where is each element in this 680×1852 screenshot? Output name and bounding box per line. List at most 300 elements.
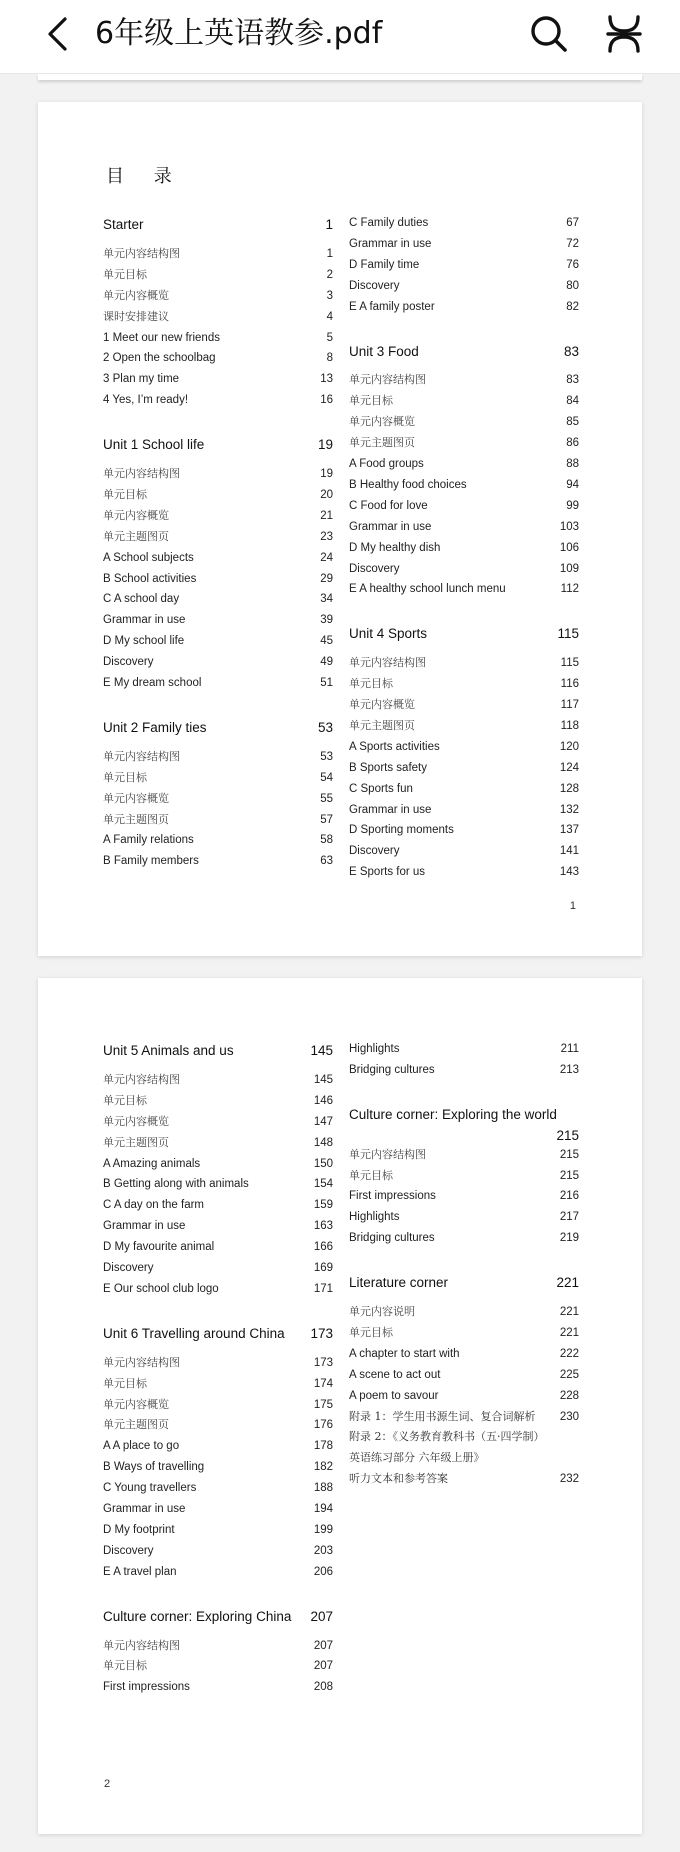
toc-entry-page: 221 bbox=[559, 1326, 579, 1339]
toc-entry[interactable] bbox=[103, 1354, 333, 1372]
toc-entry-page: 208 bbox=[313, 1681, 333, 1694]
toc-entry-title: 单元目标 bbox=[103, 487, 147, 501]
toc-entry-page: 132 bbox=[559, 803, 579, 816]
toc-entry[interactable] bbox=[349, 476, 579, 494]
toc-heading[interactable] bbox=[103, 434, 333, 456]
toc-entry[interactable] bbox=[103, 1092, 333, 1110]
toc-entry-page: 137 bbox=[559, 824, 579, 837]
toc-entry-page: 182 bbox=[313, 1461, 333, 1474]
toc-entry[interactable] bbox=[103, 1678, 333, 1696]
toc-entry-page: 4 bbox=[326, 310, 333, 323]
toc-heading[interactable] bbox=[103, 214, 333, 236]
toc-entry[interactable] bbox=[103, 632, 333, 650]
toc-entry-page: 2 bbox=[326, 268, 333, 281]
toc-entry-title: A chapter to start with bbox=[349, 1347, 460, 1360]
toc-entry-title: 单元主题图页 bbox=[349, 718, 415, 732]
toc-entry-title: C A day on the farm bbox=[103, 1199, 205, 1212]
toc-entry-page: 222 bbox=[559, 1347, 579, 1360]
toc-entry[interactable] bbox=[103, 1416, 333, 1434]
toc-entry[interactable] bbox=[349, 759, 579, 777]
toc-entry-page: 221 bbox=[556, 1275, 579, 1291]
toc-entry-page: 116 bbox=[560, 678, 579, 691]
toc-entry[interactable] bbox=[103, 1458, 333, 1476]
toc-entry[interactable] bbox=[103, 1175, 333, 1193]
toc-entry[interactable] bbox=[349, 1040, 579, 1058]
toc-entry[interactable] bbox=[103, 1375, 333, 1393]
toc-entry-page: 106 bbox=[559, 541, 579, 554]
toc-entry-page: 232 bbox=[559, 1473, 579, 1486]
toc-entry-title: 单元内容概览 bbox=[103, 1114, 169, 1128]
toc-entry-title: 单元内容结构图 bbox=[103, 467, 180, 480]
toc-entry[interactable] bbox=[103, 674, 333, 692]
toc-entry-title: Unit 1 School life bbox=[103, 437, 205, 453]
toc-entry-page: 143 bbox=[559, 866, 579, 879]
toc-entry-title: 附录 2：《义务教育教科书（五·四学制） bbox=[349, 1430, 545, 1444]
toc-entry[interactable] bbox=[103, 1280, 333, 1298]
toc-entry[interactable] bbox=[349, 821, 579, 839]
toc-entry[interactable] bbox=[349, 256, 579, 274]
toc-entry[interactable] bbox=[103, 1113, 333, 1131]
toc-entry-page: 150 bbox=[313, 1157, 333, 1170]
toc-entry-title: C Food for love bbox=[349, 499, 428, 512]
toc-heading[interactable] bbox=[349, 1104, 579, 1126]
back-button[interactable] bbox=[40, 14, 80, 54]
toc-entry-page: 29 bbox=[320, 572, 333, 585]
toc-entry[interactable] bbox=[349, 235, 579, 253]
toc-entry[interactable] bbox=[103, 370, 333, 388]
toc-entry-page: 19 bbox=[320, 468, 333, 480]
toc-entry[interactable] bbox=[349, 371, 579, 389]
toc-entry-title: 1 Meet our new friends bbox=[103, 331, 220, 344]
toc-entry-page: 176 bbox=[313, 1419, 333, 1432]
toc-entry-page: 146 bbox=[313, 1094, 333, 1107]
toc-entry-page: 53 bbox=[320, 750, 333, 763]
toc-entry-page: 45 bbox=[320, 635, 333, 648]
toc-entry-title: 单元主题图页 bbox=[103, 812, 169, 826]
toc-entry[interactable] bbox=[103, 1500, 333, 1518]
toc-entry-title: Grammar in use bbox=[103, 1220, 186, 1233]
toc-entry-title: 单元内容说明 bbox=[349, 1305, 415, 1318]
toc-entry-title: Bridging cultures bbox=[349, 1232, 435, 1245]
toc-entry-page: 147 bbox=[313, 1115, 333, 1128]
toc-entry[interactable] bbox=[349, 392, 579, 410]
toc-entry-page: 175 bbox=[313, 1398, 333, 1411]
toc-entry-title: C Young travellers bbox=[103, 1482, 197, 1495]
toc-entry-page: 207 bbox=[313, 1639, 333, 1652]
toc-entry-title: A scene to act out bbox=[349, 1368, 441, 1381]
toc-entry-title: 单元内容概览 bbox=[349, 698, 415, 711]
toc-heading[interactable] bbox=[349, 1272, 579, 1294]
toc-entry[interactable] bbox=[349, 1187, 579, 1205]
toc-entry-page: 1 bbox=[326, 247, 333, 260]
toc-entry-title: 课时安排建议 bbox=[103, 309, 169, 323]
toc-entry-title: A A place to go bbox=[103, 1440, 180, 1453]
toc-entry-title: E Our school club logo bbox=[103, 1282, 219, 1295]
toc-entry-page: 207 bbox=[313, 1660, 333, 1673]
toc-entry-title: 单元内容结构图 bbox=[103, 246, 180, 260]
toc-entry-page: 174 bbox=[313, 1377, 333, 1390]
toc-entry-page: 148 bbox=[313, 1136, 333, 1149]
toc-entry-page: 76 bbox=[566, 258, 579, 271]
toc-entry-page: 16 bbox=[320, 394, 333, 407]
toc-entry-title: 3 Plan my time bbox=[103, 373, 180, 386]
toc-entry-page: 230 bbox=[559, 1410, 579, 1423]
toc-entry-title: B Sports safety bbox=[349, 761, 427, 774]
toc-entry-page: 1 bbox=[325, 217, 333, 232]
toc-entry-title: E My dream school bbox=[103, 677, 202, 689]
toc-entry-title: Discovery bbox=[349, 279, 400, 292]
toc-entry[interactable] bbox=[103, 852, 333, 870]
toc-entry-page: 83 bbox=[566, 374, 579, 387]
toc-entry-title: 单元内容结构图 bbox=[349, 656, 426, 670]
toc-entry[interactable] bbox=[103, 1563, 333, 1581]
toc-entry-page: 211 bbox=[560, 1043, 579, 1055]
document-title: 6年级上英语教参.pdf bbox=[95, 16, 383, 51]
toc-entry-page: 219 bbox=[559, 1232, 579, 1245]
toc-entry-title: D Sporting moments bbox=[349, 824, 454, 837]
toc-entry-title: D Family time bbox=[349, 258, 420, 271]
toc-entry-page: 94 bbox=[566, 478, 579, 491]
toc-entry[interactable] bbox=[103, 1238, 333, 1256]
toc-entry-page: 225 bbox=[559, 1368, 579, 1381]
toc-entry-page: 178 bbox=[313, 1440, 333, 1453]
toc-entry-page: 171 bbox=[313, 1282, 333, 1295]
toc-entry-title: Unit 2 Family ties bbox=[103, 719, 207, 735]
toc-entry[interactable] bbox=[103, 570, 333, 588]
toc-entry[interactable] bbox=[349, 1061, 579, 1079]
toc-entry-title: 单元主题图页 bbox=[103, 1418, 169, 1432]
toc-entry-page: 109 bbox=[559, 562, 579, 575]
toc-entry-title: 附录 1：学生用书源生词、复合词解析 bbox=[349, 1409, 536, 1423]
toc-entry-page: 145 bbox=[310, 1043, 333, 1058]
toc-entry[interactable] bbox=[103, 349, 333, 367]
toc-entry[interactable] bbox=[103, 528, 333, 546]
toc-entry-page: 88 bbox=[566, 458, 579, 470]
toc-entry-title: 4 Yes, I’m ready! bbox=[103, 394, 189, 407]
toc-entry[interactable] bbox=[103, 308, 333, 326]
top-bar bbox=[0, 0, 680, 74]
search-icon bbox=[527, 12, 571, 56]
toc-entry-page: 173 bbox=[310, 1325, 333, 1341]
toc-entry-title: Unit 3 Food bbox=[349, 343, 419, 359]
toc-entry-page: 173 bbox=[313, 1356, 333, 1369]
toc-entry[interactable] bbox=[103, 1521, 333, 1539]
toc-heading[interactable] bbox=[103, 717, 333, 739]
toc-entry[interactable] bbox=[103, 486, 333, 504]
toc-entry[interactable] bbox=[103, 245, 333, 263]
toc-entry-title: Highlights bbox=[349, 1043, 400, 1055]
toc-entry-title: C A school day bbox=[103, 593, 180, 606]
toc-entry-page: 13 bbox=[320, 373, 333, 386]
toc-entry-title: B School activities bbox=[103, 572, 197, 585]
toc-entry[interactable] bbox=[103, 790, 333, 808]
toc-entry[interactable] bbox=[103, 287, 333, 305]
toc-entry[interactable] bbox=[103, 611, 333, 629]
toc-entry-title: Highlights bbox=[349, 1211, 400, 1224]
toc-entry-page: 112 bbox=[560, 583, 579, 596]
toc-entry-page: 115 bbox=[557, 626, 579, 642]
toc-entry-page: 49 bbox=[320, 656, 333, 669]
toc-entry-page: 120 bbox=[559, 740, 579, 753]
toc-entry[interactable] bbox=[349, 560, 579, 578]
toc-heading[interactable] bbox=[103, 1606, 333, 1628]
toc-entry[interactable] bbox=[349, 1428, 579, 1446]
toc-entry[interactable] bbox=[103, 1479, 333, 1497]
toc-entry-title: A Family relations bbox=[103, 834, 194, 847]
toc-entry[interactable] bbox=[349, 1470, 579, 1488]
toc-entry[interactable] bbox=[349, 1345, 579, 1363]
toc-entry-title: 单元内容概览 bbox=[103, 508, 169, 522]
toc-entry-title: 单元内容结构图 bbox=[103, 1355, 180, 1369]
toc-entry-page: 80 bbox=[566, 279, 579, 292]
toc-entry-page: 159 bbox=[313, 1199, 333, 1212]
toc-entry-title: Literature corner bbox=[349, 1275, 449, 1291]
toc-entry-page: 84 bbox=[566, 395, 579, 408]
toc-entry-page: 39 bbox=[320, 614, 333, 627]
toc-entry[interactable] bbox=[103, 1259, 333, 1277]
toc-entry[interactable] bbox=[349, 780, 579, 798]
toc-entry-title: 单元目标 bbox=[103, 267, 147, 281]
toc-heading[interactable] bbox=[349, 1125, 579, 1147]
toc-entry-title: 单元内容结构图 bbox=[349, 1147, 426, 1161]
toc-entry-page: 19 bbox=[317, 437, 333, 453]
toc-entry-title: D My school life bbox=[103, 635, 185, 648]
toc-entry-page: 82 bbox=[566, 300, 579, 313]
toc-entry-title: D My favourite animal bbox=[103, 1241, 215, 1254]
toc-entry-page: 124 bbox=[559, 761, 579, 774]
toc-entry-page: 194 bbox=[313, 1503, 333, 1515]
pdf-page-1[interactable] bbox=[38, 102, 642, 956]
toc-entry[interactable] bbox=[349, 1449, 579, 1467]
toc-entry-title: Bridging cultures bbox=[349, 1063, 435, 1076]
toc-entry[interactable] bbox=[103, 748, 333, 766]
toc-heading[interactable] bbox=[349, 623, 579, 645]
toc-entry-page: 54 bbox=[320, 771, 333, 784]
toc-entry-page: 169 bbox=[313, 1262, 333, 1274]
toc-entry[interactable] bbox=[349, 518, 579, 536]
toc-entry[interactable] bbox=[349, 580, 579, 598]
toc-entry[interactable] bbox=[103, 1071, 333, 1089]
toc-entry-page: 215 bbox=[559, 1169, 579, 1182]
toc-entry-page: 154 bbox=[313, 1178, 333, 1191]
toc-entry-page: 20 bbox=[320, 488, 333, 501]
toc-entry-title: 单元内容结构图 bbox=[349, 373, 426, 387]
toc-entry-page: 207 bbox=[310, 1608, 333, 1624]
toc-entry[interactable] bbox=[103, 811, 333, 829]
toc-entry[interactable] bbox=[349, 1387, 579, 1405]
toc-entry-title: E A family poster bbox=[349, 300, 435, 313]
toc-entry[interactable] bbox=[349, 675, 579, 693]
toc-entry-title: 单元内容概览 bbox=[103, 1397, 169, 1411]
toc-entry-page: 83 bbox=[563, 343, 579, 359]
toc-entry-page: 55 bbox=[320, 792, 333, 805]
toc-entry[interactable] bbox=[349, 1146, 579, 1164]
toc-entry-page: 24 bbox=[320, 551, 333, 564]
toc-entry-title: E Sports for us bbox=[349, 866, 426, 879]
toc-entry[interactable] bbox=[349, 717, 579, 735]
toc-entry[interactable] bbox=[349, 277, 579, 295]
toc-entry[interactable] bbox=[103, 266, 333, 284]
toc-entry-page: 5 bbox=[326, 331, 333, 344]
toc-entry[interactable] bbox=[103, 1196, 333, 1214]
toc-entry-title: Unit 6 Travelling around China bbox=[103, 1325, 285, 1341]
toc-entry[interactable] bbox=[103, 1542, 333, 1560]
toc-entry[interactable] bbox=[349, 413, 579, 431]
toc-entry-page: 215 bbox=[559, 1148, 579, 1161]
toc-entry-title: Unit 5 Animals and us bbox=[103, 1043, 234, 1058]
toc-entry-title: 英语练习部分 六年级上册》 bbox=[349, 1451, 485, 1465]
toc-entry-page: 3 bbox=[326, 289, 333, 302]
toc-entry-page: 58 bbox=[320, 834, 333, 847]
toc-entry-title: A Food groups bbox=[349, 458, 424, 470]
toc-entry[interactable] bbox=[349, 1208, 579, 1226]
toc-entry-title: A Sports activities bbox=[349, 740, 440, 753]
toc-entry[interactable] bbox=[349, 842, 579, 860]
toc-entry-title: Discovery bbox=[103, 1544, 154, 1557]
toc-entry[interactable] bbox=[103, 1437, 333, 1455]
toc-entry[interactable] bbox=[349, 1324, 579, 1342]
toc-entry-title: B Ways of travelling bbox=[103, 1461, 205, 1474]
toc-entry[interactable] bbox=[103, 1134, 333, 1152]
toc-entry[interactable] bbox=[103, 391, 333, 409]
previous-page-edge bbox=[38, 74, 642, 80]
toc-entry-title: Culture corner: Exploring the world bbox=[349, 1106, 557, 1122]
toc-entry-title: 单元主题图页 bbox=[349, 436, 415, 450]
toc-entry-title: First impressions bbox=[103, 1681, 190, 1694]
toc-entry-title: C Family duties bbox=[349, 217, 429, 229]
toc-heading[interactable] bbox=[103, 1040, 333, 1062]
toc-entry[interactable] bbox=[349, 696, 579, 714]
toc-entry[interactable] bbox=[349, 654, 579, 672]
toc-entry-title: Grammar in use bbox=[349, 520, 432, 533]
toc-entry[interactable] bbox=[349, 738, 579, 756]
toc-entry[interactable] bbox=[349, 214, 579, 232]
toc-entry-page: 216 bbox=[559, 1190, 579, 1203]
toc-entry-title: Discovery bbox=[349, 845, 400, 858]
toc-entry-title: Discovery bbox=[349, 562, 400, 575]
toc-heading[interactable] bbox=[349, 341, 579, 363]
toc-entry-page: 72 bbox=[566, 237, 579, 250]
toc-entry[interactable] bbox=[349, 455, 579, 473]
toc-entry-page: 117 bbox=[560, 699, 579, 711]
toc-entry[interactable] bbox=[103, 507, 333, 525]
toc-entry[interactable] bbox=[349, 801, 579, 819]
toc-entry-page: 206 bbox=[313, 1565, 333, 1578]
toc-entry[interactable] bbox=[349, 497, 579, 515]
menu-icon bbox=[602, 12, 646, 56]
toc-entry-page: 217 bbox=[559, 1211, 579, 1224]
toc-entry[interactable] bbox=[349, 298, 579, 316]
toc-entry-title: B Healthy food choices bbox=[349, 478, 467, 491]
toc-entry-page: 118 bbox=[560, 719, 579, 732]
toc-entry[interactable] bbox=[103, 1637, 333, 1655]
toc-entry-page: 23 bbox=[320, 530, 333, 543]
toc-entry-title: Starter bbox=[103, 217, 144, 232]
toc-entry-page: 63 bbox=[320, 855, 333, 868]
toc-entry[interactable] bbox=[103, 1657, 333, 1675]
toc-entry[interactable] bbox=[103, 831, 333, 849]
page-number: 2 bbox=[104, 1778, 111, 1790]
toc-entry-title: C Sports fun bbox=[349, 782, 413, 795]
toc-entry-page: 67 bbox=[566, 217, 579, 229]
toc-entry-title: 单元目标 bbox=[103, 1659, 147, 1673]
toc-entry[interactable] bbox=[103, 653, 333, 671]
toc-entry[interactable] bbox=[103, 1217, 333, 1235]
toc-entry-title: 单元内容结构图 bbox=[103, 1638, 180, 1652]
toc-entry-title: D My footprint bbox=[103, 1523, 175, 1536]
search-button[interactable] bbox=[527, 12, 571, 56]
toc-entry-page: 21 bbox=[320, 509, 333, 522]
toc-entry-title: 单元目标 bbox=[103, 1376, 147, 1390]
toc-entry-title: B Getting along with animals bbox=[103, 1178, 249, 1191]
toc-entry-title: A School subjects bbox=[103, 551, 194, 564]
toc-entry-page: 53 bbox=[317, 719, 333, 735]
toc-entry-page: 103 bbox=[559, 520, 579, 533]
toc-entry-page: 51 bbox=[320, 677, 333, 689]
toc-entry[interactable] bbox=[103, 465, 333, 483]
toc-entry[interactable] bbox=[103, 769, 333, 787]
toc-entry-title: 单元内容概览 bbox=[349, 415, 415, 429]
toc-entry-title: Unit 4 Sports bbox=[349, 626, 428, 642]
toc-entry[interactable] bbox=[349, 1229, 579, 1247]
toc-entry-title: Grammar in use bbox=[103, 1503, 186, 1515]
menu-button[interactable] bbox=[602, 12, 646, 56]
toc-entry-title: 单元目标 bbox=[349, 677, 393, 691]
toc-entry-title: 单元目标 bbox=[349, 394, 393, 408]
toc-entry[interactable] bbox=[349, 1167, 579, 1185]
toc-entry-title: E A travel plan bbox=[103, 1565, 177, 1578]
toc-entry-page: 203 bbox=[313, 1544, 333, 1557]
toc-entry-title: Discovery bbox=[103, 1262, 154, 1274]
toc-entry[interactable] bbox=[103, 329, 333, 347]
toc-entry-page: 115 bbox=[560, 657, 579, 670]
toc-entry[interactable] bbox=[103, 590, 333, 608]
toc-entry[interactable] bbox=[349, 1408, 579, 1426]
toc-entry-page: 199 bbox=[313, 1523, 333, 1536]
toc-entry-page: 145 bbox=[313, 1073, 333, 1086]
toc-entry-title: 单元主题图页 bbox=[103, 529, 169, 543]
toc-entry-title: Discovery bbox=[103, 656, 154, 669]
toc-entry-title: Grammar in use bbox=[349, 803, 432, 816]
toc-entry-title: 2 Open the schoolbag bbox=[103, 352, 216, 365]
toc-entry[interactable] bbox=[349, 539, 579, 557]
toc-entry-title: A Amazing animals bbox=[103, 1157, 201, 1170]
pdf-page-2[interactable] bbox=[38, 978, 642, 1834]
toc-entry-page: 228 bbox=[559, 1389, 579, 1402]
toc-entry-title: 单元内容结构图 bbox=[103, 749, 180, 763]
toc-entry-page: 166 bbox=[313, 1241, 333, 1254]
toc-entry-page: 163 bbox=[313, 1220, 333, 1233]
toc-entry-page: 85 bbox=[566, 416, 579, 429]
toc-entry[interactable] bbox=[349, 434, 579, 452]
toc-entry[interactable] bbox=[349, 863, 579, 881]
toc-entry[interactable] bbox=[103, 549, 333, 567]
toc-entry[interactable] bbox=[103, 1396, 333, 1414]
toc-entry-title: 单元目标 bbox=[103, 770, 147, 784]
toc-entry-title: 单元内容概览 bbox=[103, 288, 169, 302]
toc-entry-title: 单元目标 bbox=[349, 1325, 393, 1339]
toc-entry-title: Culture corner: Exploring China bbox=[103, 1608, 292, 1624]
toc-entry-title: E A healthy school lunch menu bbox=[349, 583, 506, 596]
toc-title: 目 录 bbox=[106, 166, 184, 187]
toc-entry[interactable] bbox=[103, 1155, 333, 1173]
toc-entry-title: First impressions bbox=[349, 1190, 436, 1203]
toc-heading[interactable] bbox=[103, 1323, 333, 1345]
toc-entry-title: 单元目标 bbox=[103, 1093, 147, 1107]
toc-entry[interactable] bbox=[349, 1366, 579, 1384]
toc-entry-title: 单元内容结构图 bbox=[103, 1072, 180, 1086]
toc-entry[interactable] bbox=[349, 1303, 579, 1321]
